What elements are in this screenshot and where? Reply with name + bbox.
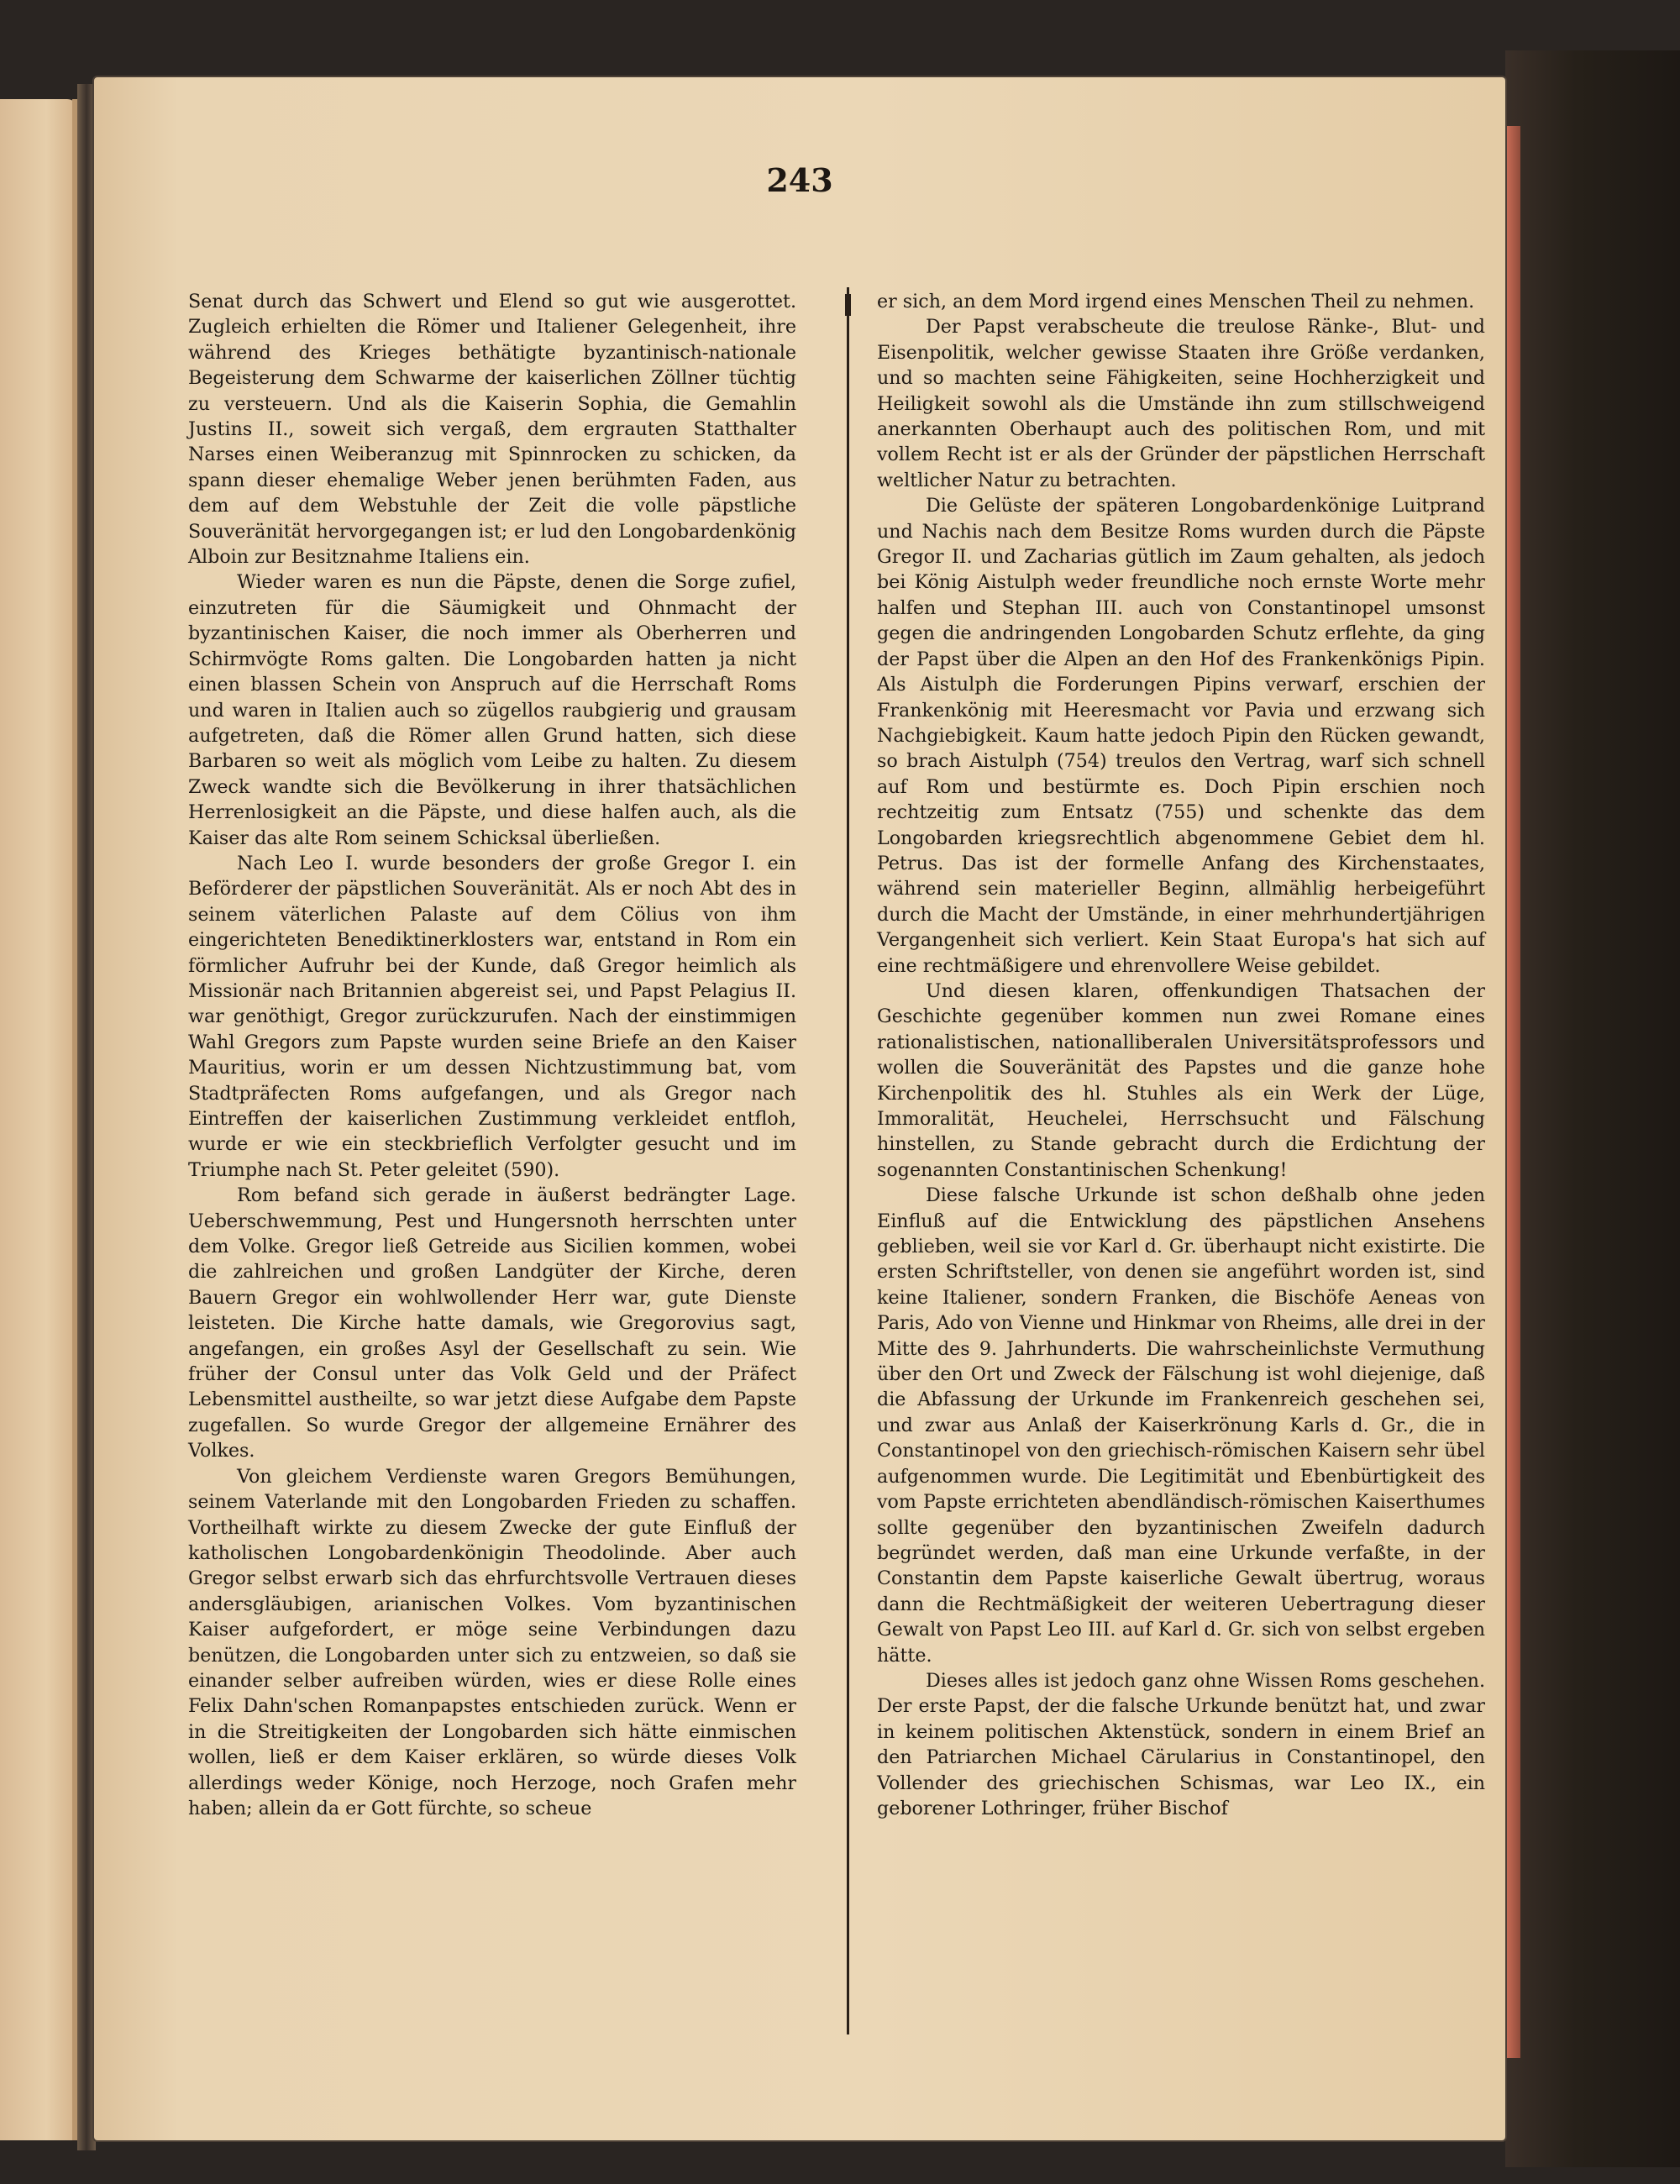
page-number: 243 [766,161,833,199]
paragraph: Nach Leo I. wurde besonders der große Gregor I. ein Beförderer der päpstlichen Souveränität. Als er noch Abt des in seinem väterlichen Palaste auf dem Cölius von ihm eingerichteten Benediktinerklosters war, entstand in Rom ein förmlicher Aufruhr bei der Kunde, daß Gregor heimlich als Missionär nach Britannien abgereist sei, und Papst Pelagius II. war genöthigt, Gregor zurückzurufen. Nach der einstimmigen Wahl Gregors zum Papste wurden seine Briefe an den Kaiser Mauritius, worin er um dessen Nichtzustimmung bat, vom Stadtpräfecten Roms aufgefangen, und als Gregor nach Eintreffen der kaiserlichen Zustimmung verkleidet entfloh, wurde er wie ein steckbrieflich Verfolgter gesucht und im Triumphe nach St. Peter geleitet (590). [188,852,796,1181]
column-divider [847,287,849,2034]
paragraph: Von gleichem Verdienste waren Gregors Bemühungen, seinem Vaterlande mit den Longobarden Frieden zu schaffen. Vortheilhaft wirkte zu diesem Zwecke der gute Einfluß der katholischen Longobardenkönigin Theodolinde. Aber auch Gregor selbst erwarb sich das ehrfurchtsvolle Vertrauen dieses andersgläubigen, arianischen Volkes. Vom byzantinischen Kaiser aufgefordert, er möge seine Verbindungen dazu benützen, die Longobarden unter sich zu entzweien, so daß sie einander selber aufreiben würden, wies er diese Rolle eines Felix Dahn'schen Romanpapstes entschieden zurück. Wenn er in die Streitigkeiten der Longobarden sich hätte einmischen wollen, ließ er dem Kaiser erklären, so würde dieses Volk allerdings weder Könige, noch Herzoge, noch Grafen mehr haben; allein da er Gott fürchte, so scheue [188,1465,796,1819]
facing-page-edge [0,99,77,2140]
paragraph: Diese falsche Urkunde ist schon deßhalb ohne jeden Einfluß auf die Entwicklung des päpstlichen Ansehens geblieben, weil sie vor Karl d. Gr. überhaupt nicht existirte. Die ersten Schriftsteller, von denen sie angeführt worden ist, sind keine Italiener, sondern Franken, die Bischöfe Aeneas von Paris, Ado von Vienne und Hinkmar von Rheims, alle drei in der Mitte des 9. Jahrhunderts. Die wahrscheinlichste Vermuthung über den Ort und Zweck der Fälschung ist wohl diejenige, daß die Abfassung der Urkunde im Frankenreich geschehen sei, und zwar aus Anlaß der Kaiserkrönung Karls d. Gr., die in Constantinopel von den griechisch-römischen Kaisern sehr übel aufgenommen wurde. Die Legitimität und Ebenbürtigkeit des vom Papste errichteten abendländisch-römischen Kaiserthumes sollte gegenüber den byzantinischen Zweifeln dadurch begründet werden, daß man eine Urkunde verfaßte, in der Constantin dem Papste kaiserliche Gewalt übertrug, woraus dann die Rechtmäßigkeit der weiteren Uebertragung dieser Gewalt von Papst Leo III. auf Karl d. Gr. sich von selbst ergeben hätte. [877,1184,1485,1667]
book-cover-board [1505,50,1680,2167]
paragraph: Der Papst verabscheute die treulose Ränke-, Blut- und Eisenpolitik, welcher gewisse Staaten ihre Größe verdanken, und so machten seine Fähigkeiten, seine Hochherzigkeit und Heiligkeit sowohl als die Umstände ihn zum stillschweigend anerkannten Oberhaupt auch des politischen Rom, und mit vollem Recht ist er als der Gründer der päpstlichen Herrschaft weltlicher Natur zu betrachten. [877,316,1485,491]
paragraph: er sich, an dem Mord irgend eines Menschen Theil zu nehmen. [877,291,1475,312]
paragraph: Dieses alles ist jedoch ganz ohne Wissen Roms geschehen. Der erste Papst, der die falsche Urkunde benützt hat, und zwar in keinem politischen Aktenstück, sondern in einem Brief an den Patriarchen Michael Cärularius in Constantinopel, den Vollender des griechischen Schismas, war Leo IX., ein geborener Lothringer, früher Bischof [877,1669,1485,1819]
book-page [94,77,1505,2140]
paragraph: Rom befand sich gerade in äußerst bedrängter Lage. Ueberschwemmung, Pest und Hungersnoth herrschten unter dem Volke. Gregor ließ Getreide aus Sicilien kommen, wobei die zahlreichen und großen Landgüter der Kirche, deren Bauern Gregor ein wohlwollender Herr war, gute Dienste leisteten. Die Kirche hatte damals, wie Gregorovius sagt, angefangen, ein großes Asyl der Gesellschaft zu sein. Wie früher der Consul unter das Volk Geld und der Präfect Lebensmittel austheilte, so war jetzt diese Aufgabe dem Papste zugefallen. So wurde Gregor der allgemeine Ernährer des Volkes. [188,1184,796,1462]
paragraph: Die Gelüste der späteren Longobardenkönige Luitprand und Nachis nach dem Besitze Roms wurden durch die Päpste Gregor II. und Zacharias gütlich im Zaum gehalten, als jedoch bei König Aistulph weder freundliche noch ernste Worte mehr halfen und Stephan III. auch von Constantinopel umsonst gegen die andringenden Longobarden Schutz erflehte, da ging der Papst über die Alpen an den Hof des Frankenkönigs Pipin. Als Aistulph die Forderungen Pipins verwarf, erschien der Frankenkönig mit Heeresmacht vor Pavia und erzwang sich Nachgiebigkeit. Kaum hatte jedoch Pipin den Rücken gewandt, so brach Aistulph (754) treulos den Vertrag, warf sich schnell auf Rom und bestürmte es. Doch Pipin erschien noch rechtzeitig zum Entsatz (755) und schenkte das dem Longobarden kriegsrechtlich abgenommene Gebiet dem hl. Petrus. Das ist der formelle Anfang des Kirchenstaates, während sein materieller Beginn, allmählig herbeigeführt durch die Macht der Umstände, in einer mehrhundertjährigen Vergangenheit sich verliert. Kein Staat Europa's hat sich auf eine rechtmäßigere und ehrenvollere Weise gebildet. [877,495,1485,977]
paragraph: Senat durch das Schwert und Elend so gut wie ausgerottet. Zugleich erhielten die Römer und Italiener Gelegenheit, ihre während des Krieges bethätigte byzantinisch-nationale Begeisterung dem Schwarme der kaiserlichen Zöllner tüchtig zu versteuern. Und als die Kaiserin Sophia, die Gemahlin Justins II., soweit sich vergaß, dem ergrauten Statthalter Narses einen Weiberanzug mit Spinnrocken zu schicken, da spann dieser ehemalige Weber jenen berühmten Faden, aus dem auf dem Webstuhle der Zeit die volle päpstliche Souveränität hervorgegangen ist; er lud den Longobardenkönig Alboin zur Besitznahme Italiens ein. [188,291,796,569]
paragraph: Wieder waren es nun die Päpste, denen die Sorge zufiel, einzutreten für die Säumigkeit und Ohnmacht der byzantinischen Kaiser, die noch immer als Oberherren und Schirmvögte Roms galten. Die Longobarden hatten ja nicht einen blassen Schein von Anspruch auf die Herrschaft Roms und waren in Italien auch so zügellos raubgierig und grausam aufgetreten, daß die Römer allen Grund hatten, sich diese Barbaren so weit als möglich vom Leibe zu halten. Zu diesem Zweck wandte sich die Bevölkerung in ihrer thatsächlichen Herrenlosigkeit an die Päpste, und diese halfen auch, als die Kaiser das alte Rom seinem Schicksal überließen. [188,571,796,849]
paragraph: Und diesen klaren, offenkundigen Thatsachen der Geschichte gegenüber kommen nun zwei Romane eines rationalistischen, nationalliberalen Universitätsprofessors und wollen die Souveränität des Papstes und die ganze hohe Kirchenpolitik des hl. Stuhles als ein Werk der Lüge, Immoralität, Heuchelei, Herrschsucht und Fälschung hinstellen, zu Stande gebracht durch die Erdichtung der sogenannten Constantinischen Schenkung! [877,979,1485,1181]
book-gutter [77,84,96,2150]
left-column [188,289,796,2036]
right-column [877,289,1485,2036]
